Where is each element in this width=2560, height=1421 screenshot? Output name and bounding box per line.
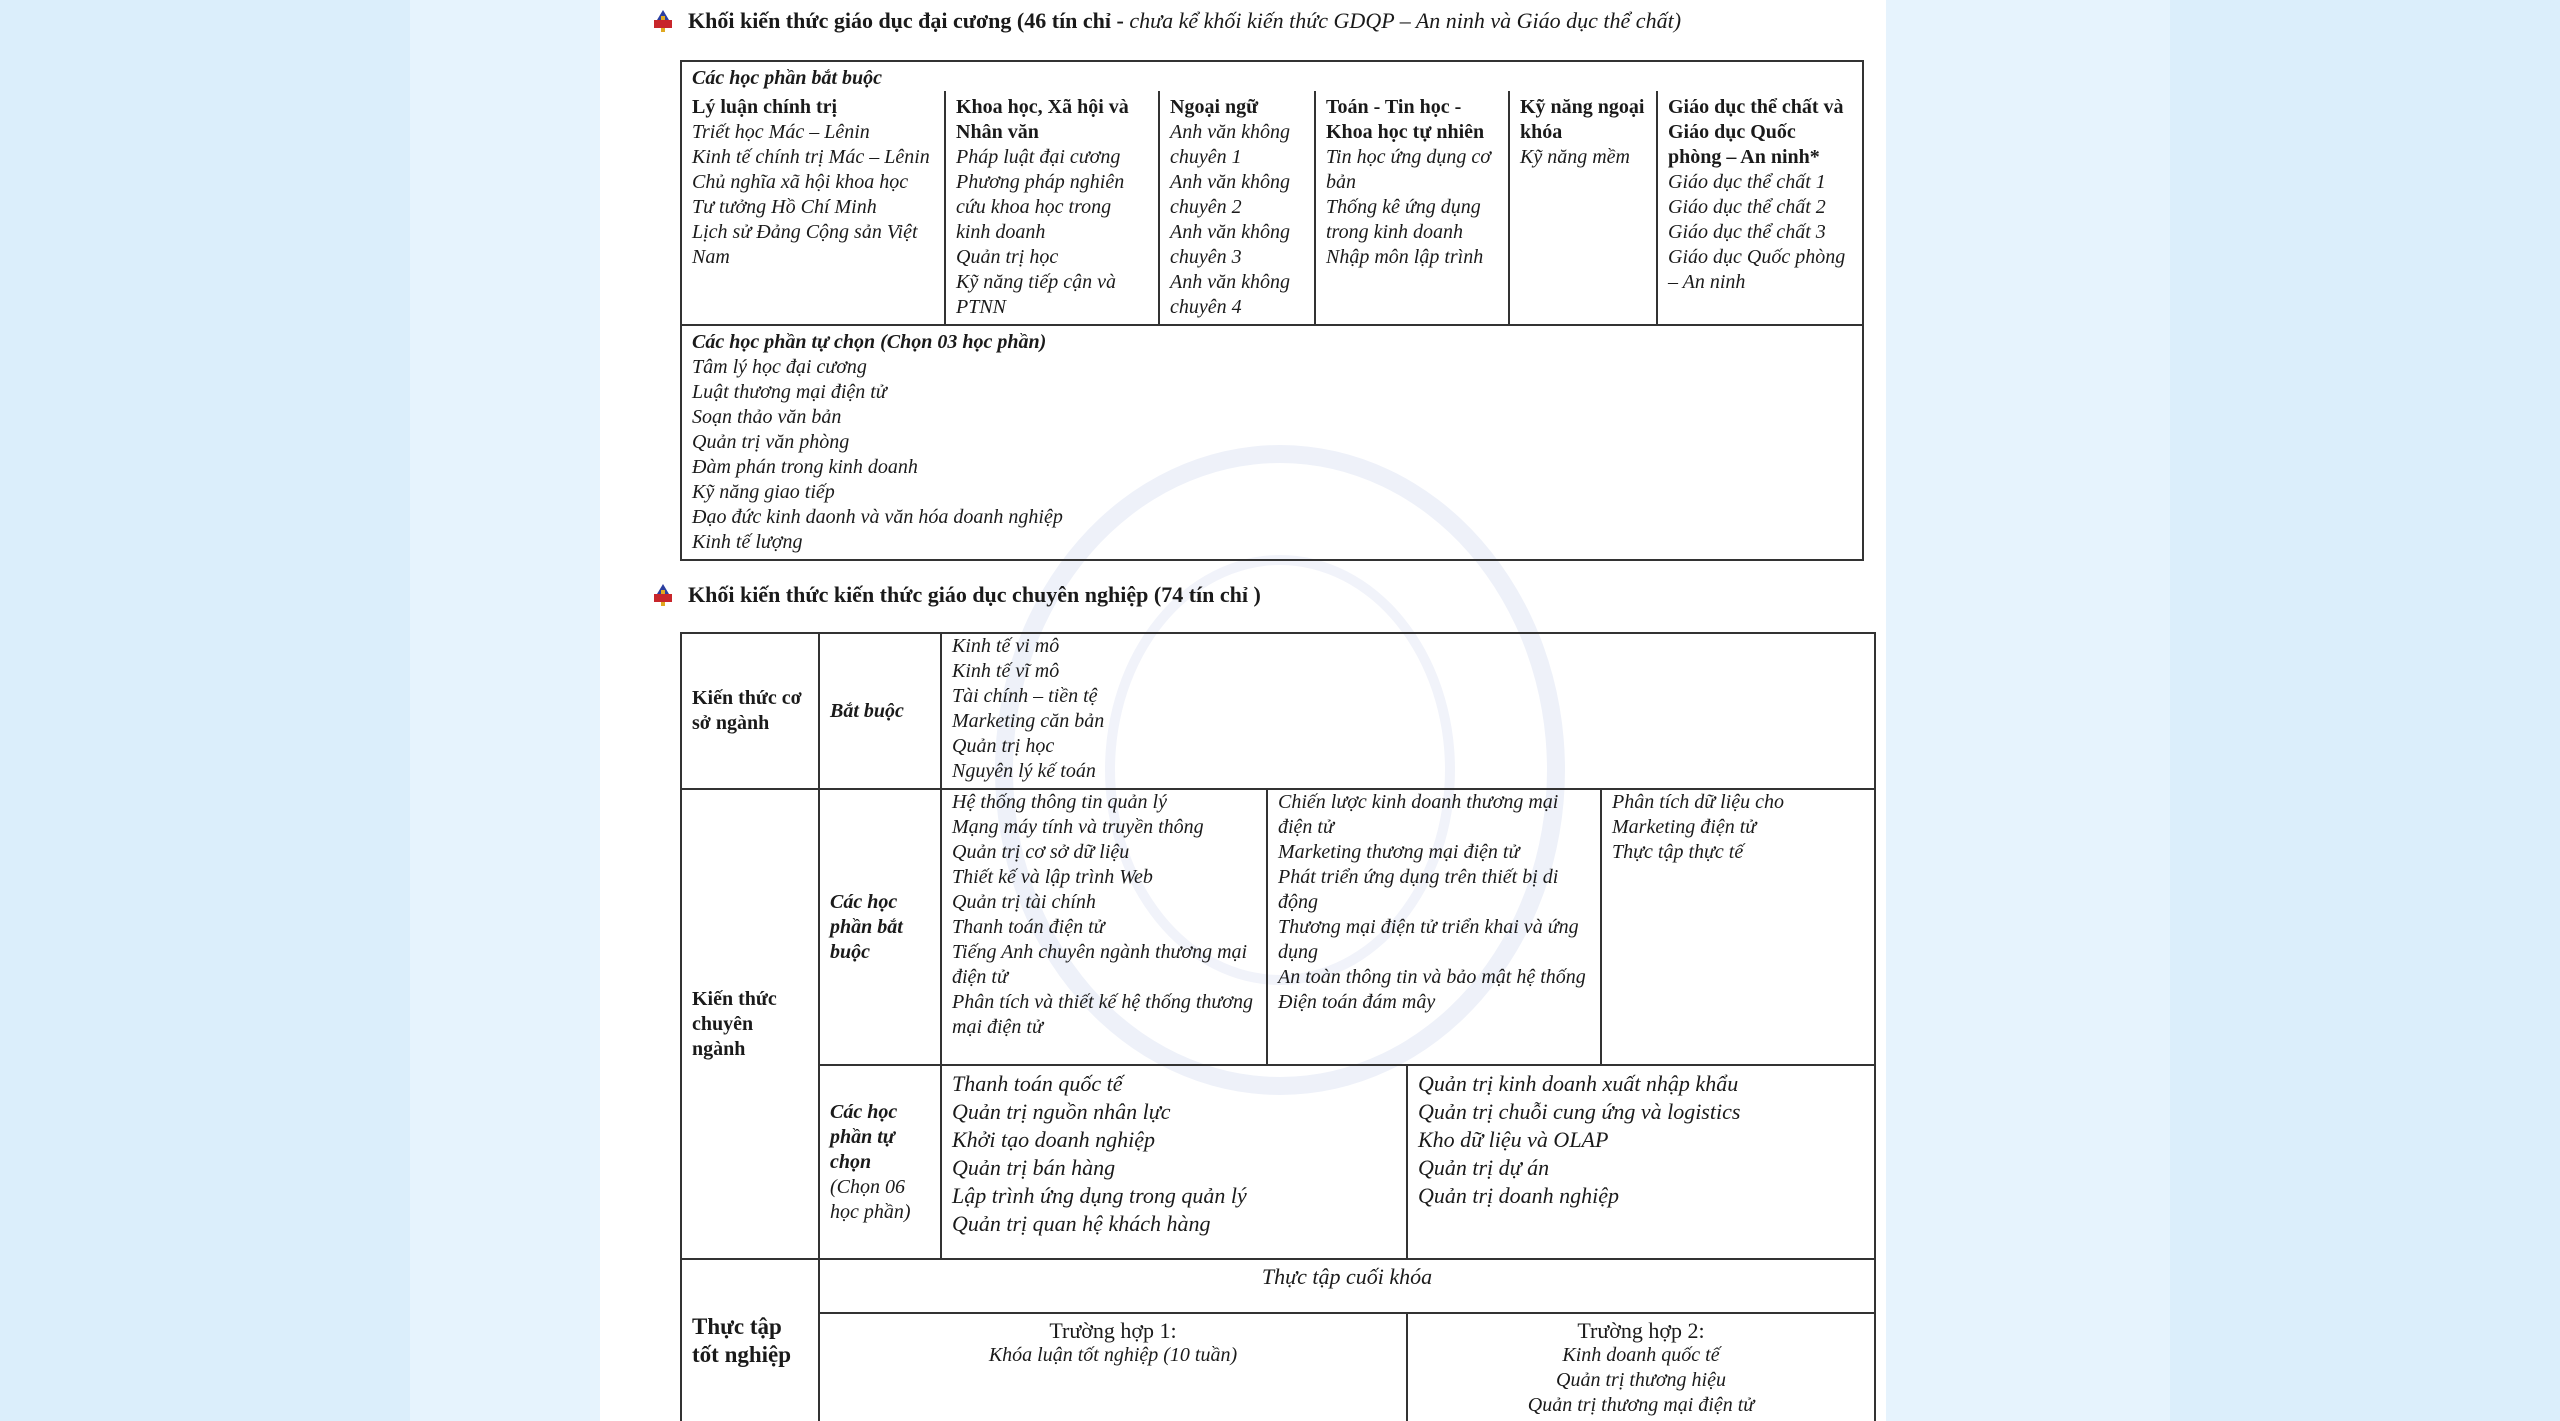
section1-title: Khối kiến thức giáo dục đại cương (46 tín chỉ -: [688, 8, 1124, 33]
course-item: Kỹ năng mềm: [1520, 146, 1630, 168]
major-elective-label: Các học phần tự chọn: [830, 1100, 898, 1173]
internship-label: Thực tập tốt nghiệp: [681, 1259, 819, 1421]
course-item: Anh văn không chuyên 1: [1170, 121, 1290, 168]
major-label: Kiến thức chuyên ngành: [681, 789, 819, 1259]
background-gutter-left: [410, 0, 600, 1421]
course-item: Anh văn không chuyên 4: [1170, 271, 1290, 318]
section2-title: Khối kiến thức kiến thức giáo dục chuyên nghiệp (74 tín chỉ ): [688, 582, 1261, 607]
course-item: Quản trị dự án: [1418, 1155, 1550, 1180]
course-item: Quản trị thương mại điện tử: [1527, 1394, 1755, 1416]
major-required-label: Các học phần bắt buộc: [819, 789, 941, 1065]
column-title: Ngoại ngữ: [1170, 96, 1259, 118]
column-physical-defense: [1657, 91, 1863, 325]
course-item: Phân tích và thiết kế hệ thống thương mại điện tử: [952, 991, 1253, 1038]
course-item: Thanh toán quốc tế: [952, 1071, 1123, 1096]
column-title: Lý luận chính trị: [692, 96, 838, 118]
course-item: Kinh tế vĩ mô: [952, 660, 1060, 682]
course-item: Triết học Mác – Lênin: [692, 121, 870, 143]
course-item: Quản trị thương hiệu: [1556, 1369, 1726, 1391]
course-item: Quản trị bán hàng: [952, 1155, 1116, 1180]
course-item: Marketing căn bản: [952, 710, 1105, 732]
course-item: Giáo dục thể chất 1: [1668, 171, 1826, 193]
course-item: Quản trị kinh doanh xuất nhập khẩu: [1418, 1071, 1739, 1096]
course-item: Kinh doanh quốc tế: [1562, 1344, 1720, 1366]
course-item: Pháp luật đại cương: [956, 146, 1121, 168]
general-education-table: [680, 60, 1864, 561]
column-title: Giáo dục thể chất và Giáo dục Quốc phòng – An ninh*: [1668, 96, 1844, 168]
course-item: Chiến lược kinh doanh thương mại điện tử: [1278, 791, 1559, 838]
course-item: Quản trị học: [952, 735, 1055, 757]
course-item: Khóa luận tốt nghiệp (10 tuần): [988, 1344, 1238, 1366]
internship-final: Thực tập cuối khóa: [819, 1259, 1875, 1313]
course-item: Thương mại điện tử triển khai và ứng dụng: [1278, 916, 1579, 963]
bullet-arrow-icon: [652, 584, 674, 606]
major-required-col3: [1601, 789, 1875, 1065]
column-title: Kỹ năng ngoại khóa: [1520, 96, 1645, 143]
course-item: Giáo dục thể chất 3: [1668, 221, 1826, 243]
course-item: Phát triển ứng dụng trên thiết bị di động: [1278, 866, 1559, 913]
course-item: Quản trị học: [956, 246, 1059, 268]
section1-note: chưa kể khối kiến thức GDQP – An ninh và Giáo dục thể chất): [1129, 8, 1682, 33]
course-item: Tiếng Anh chuyên ngành thương mại điện tử: [952, 941, 1248, 988]
column-extracurricular: [1509, 91, 1657, 325]
course-item: Giáo dục thể chất 2: [1668, 196, 1826, 218]
course-item: Điện toán đám mây: [1278, 991, 1436, 1013]
background-gutter-right: [1886, 0, 2170, 1421]
course-item: Anh văn không chuyên 2: [1170, 171, 1290, 218]
course-item: Kinh tế chính trị Mác – Lênin: [692, 146, 930, 168]
course-item: Tư tưởng Hồ Chí Minh: [692, 196, 877, 218]
course-item: Lập trình ứng dụng trong quản lý: [952, 1183, 1247, 1208]
course-item: Quản trị chuỗi cung ứng và logistics: [1418, 1099, 1741, 1124]
course-item: Thanh toán điện tử: [952, 916, 1105, 938]
course-item: Giáo dục Quốc phòng – An ninh: [1668, 246, 1846, 293]
course-item: Marketing thương mại điện tử: [1278, 841, 1520, 863]
foundation-label: Kiến thức cơ sở ngành: [681, 633, 819, 789]
course-item: Nhập môn lập trình: [1326, 246, 1484, 268]
course-item: Phương pháp nghiên cứu khoa học trong kinh doanh: [956, 171, 1125, 243]
section2-heading: [652, 582, 1261, 608]
column-social-sciences: [945, 91, 1159, 325]
course-item: Hệ thống thông tin quản lý: [952, 791, 1167, 813]
course-item: Thực tập thực tế: [1612, 841, 1744, 863]
section1-heading: [652, 8, 1681, 34]
bullet-arrow-icon: [652, 10, 674, 32]
background-right: [2170, 0, 2560, 1421]
column-politics: [681, 91, 945, 325]
column-title: Khoa học, Xã hội và Nhân văn: [956, 96, 1129, 143]
course-item: Quản trị doanh nghiệp: [1418, 1183, 1620, 1208]
foundation-courses: [941, 633, 1875, 789]
course-item: Quản trị cơ sở dữ liệu: [952, 841, 1130, 863]
course-item: Đàm phán trong kinh doanh: [692, 456, 918, 478]
major-elective-label-cell: [819, 1065, 941, 1259]
major-elective-col1: [941, 1065, 1407, 1259]
document-page: [600, 0, 1886, 1421]
case2-title: Trường hợp 2:: [1577, 1318, 1705, 1343]
course-item: Kho dữ liệu và OLAP: [1418, 1127, 1609, 1152]
course-item: Luật thương mại điện tử: [692, 381, 887, 403]
course-item: Khởi tạo doanh nghiệp: [952, 1127, 1156, 1152]
major-elective-col2: [1407, 1065, 1875, 1259]
background-left: [0, 0, 410, 1421]
column-foreign-language: [1159, 91, 1315, 325]
course-item: Kỹ năng giao tiếp: [692, 481, 835, 503]
course-item: Lịch sử Đảng Cộng sản Việt Nam: [692, 221, 918, 268]
column-title: Toán - Tin học - Khoa học tự nhiên: [1326, 96, 1485, 143]
course-item: Soạn thảo văn bản: [692, 406, 842, 428]
course-item: Chủ nghĩa xã hội khoa học: [692, 171, 909, 193]
major-elective-note: (Chọn 06 học phần): [830, 1175, 911, 1223]
course-item: Quản trị nguồn nhân lực: [952, 1099, 1171, 1124]
course-item: Tin học ứng dụng cơ bản: [1326, 146, 1491, 193]
course-item: Quản trị quan hệ khách hàng: [952, 1211, 1211, 1236]
professional-education-table: [680, 632, 1876, 1421]
column-math-science: [1315, 91, 1509, 325]
major-required-col1: [941, 789, 1267, 1065]
elective-courses-label: Các học phần tự chọn (Chọn 03 học phần): [692, 331, 1047, 353]
course-item: Quản trị tài chính: [952, 891, 1096, 913]
case1-title: Trường hợp 1:: [1049, 1318, 1177, 1343]
foundation-sub-label: Bắt buộc: [819, 633, 941, 789]
course-item: Thiết kế và lập trình Web: [952, 866, 1153, 888]
course-item: Tài chính – tiền tệ: [952, 685, 1098, 707]
course-item: Mạng máy tính và truyền thông: [952, 816, 1204, 838]
course-item: Quản trị văn phòng: [692, 431, 850, 453]
course-item: Anh văn không chuyên 3: [1170, 221, 1290, 268]
course-item: An toàn thông tin và bảo mật hệ thống: [1278, 966, 1586, 988]
course-item: Đạo đức kinh daonh và văn hóa doanh nghiệp: [692, 506, 1063, 528]
elective-courses-cell: [681, 325, 1863, 560]
course-item: Kinh tế vi mô: [952, 635, 1060, 657]
course-item: Tâm lý học đại cương: [692, 356, 867, 378]
internship-case2: [1407, 1313, 1875, 1421]
course-item: Kinh tế lượng: [692, 531, 803, 553]
major-required-col2: [1267, 789, 1601, 1065]
course-item: Phân tích dữ liệu cho Marketing điện tử: [1612, 791, 1784, 838]
course-item: Kỹ năng tiếp cận và PTNN: [956, 271, 1116, 318]
required-courses-label: Các học phần bắt buộc: [681, 61, 1863, 91]
course-item: Thống kê ứng dụng trong kinh doanh: [1326, 196, 1481, 243]
course-item: Nguyên lý kế toán: [952, 760, 1096, 782]
internship-case1: [819, 1313, 1407, 1421]
